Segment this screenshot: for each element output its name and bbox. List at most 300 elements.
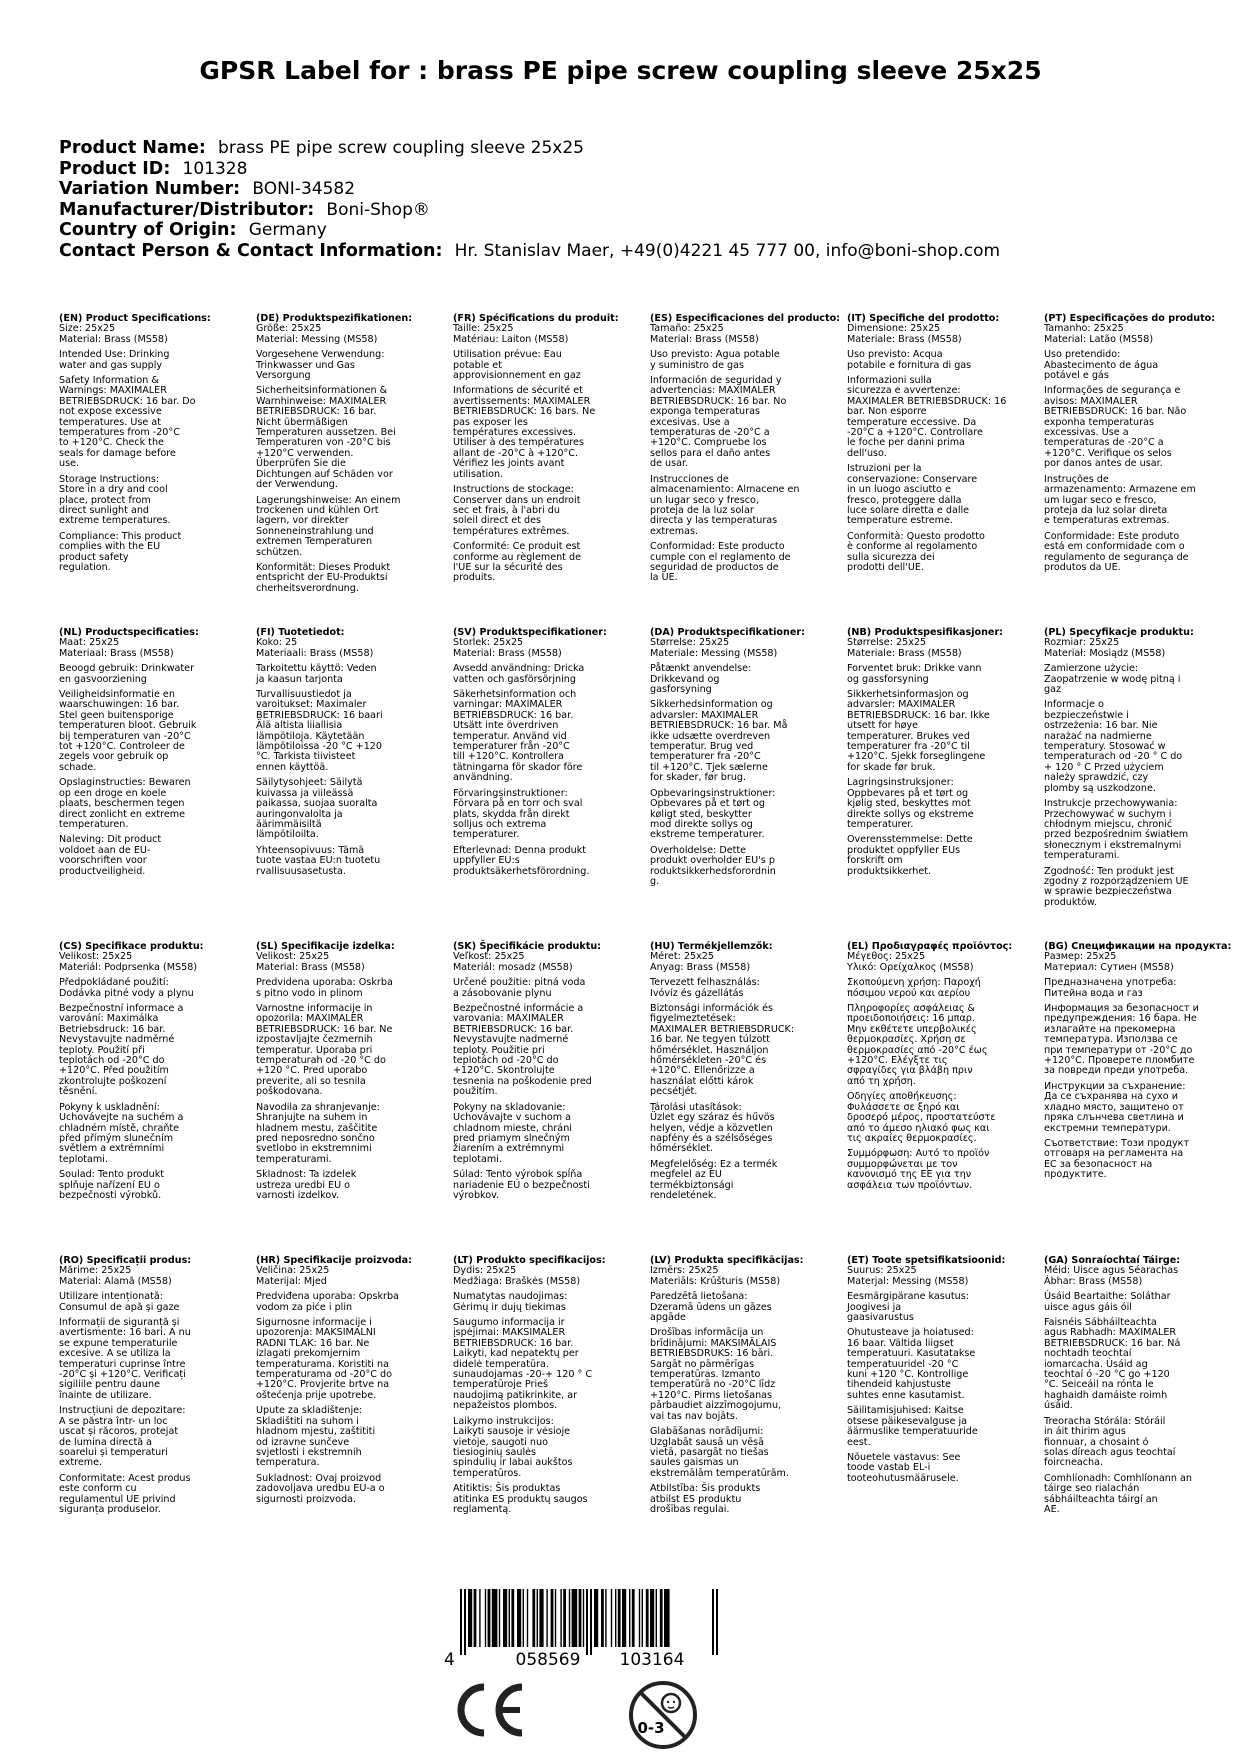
spec-paragraph-line: Glabāšanas norādījumi:: [650, 1426, 764, 1438]
spec-paragraph-line: Conformidad: Este producto: [650, 541, 785, 553]
spec-paragraph-line: Nevystavujte nadměrné: [59, 1034, 175, 1046]
spec-line: Størrelse: 25x25: [847, 637, 927, 649]
spec-paragraph-line: BETRIEBSDRUCK: 16 bar. Ikke: [847, 709, 990, 721]
spec-paragraph-line: těsnění.: [59, 1086, 98, 1098]
spec-paragraph-line: soleil direct et des: [453, 515, 541, 527]
spec-paragraph-line: Instrucțiuni de depozitare:: [59, 1405, 186, 1417]
spec-paragraph: [59, 835, 245, 877]
spec-paragraph-line: directa y las temperaturas: [650, 515, 778, 527]
spec-paragraph-line: lämpötiloissa -20 °C +120: [256, 741, 383, 753]
spec-line: Материал: Сутиен (MS58): [1044, 961, 1174, 973]
barcode-bar: [629, 1589, 630, 1647]
spec-paragraph-line: Sigurnosne informacije i: [256, 1317, 372, 1329]
spec-paragraph-line: Instrukcje przechowywania:: [1044, 798, 1178, 810]
spec-paragraph-line: MAXIMALER BETRIEBSDRUCK: 16: [847, 395, 1007, 407]
barcode-bar: [646, 1589, 649, 1647]
spec-heading: (LV) Produkta specifikācijas:: [650, 1255, 804, 1266]
spec-paragraph-line: Oppbevares på et tørt og: [847, 787, 969, 799]
spec-paragraph-line: bij temperaturen van -20°C: [59, 730, 191, 742]
variation-value: BONI-34582: [252, 179, 356, 199]
spec-heading: (PL) Specyfikacje produktu:: [1044, 627, 1194, 638]
spec-paragraph-line: termékbiztonsági: [650, 1179, 734, 1191]
spec-paragraph-line: atbilst ES produktu: [650, 1493, 742, 1505]
spec-paragraph-line: in un luogo asciutto e: [847, 484, 951, 496]
spec-paragraph-line: +120°C. Compruebe los: [650, 437, 767, 449]
spec-paragraph: [847, 532, 1033, 574]
spec-paragraph-line: zkontrolujte poškození: [59, 1075, 167, 1087]
spec-heading: (DE) Produktspezifikationen:: [256, 313, 413, 324]
manufacturer-label: Manufacturer/Distributor:: [59, 199, 315, 220]
barcode-bar: [551, 1589, 554, 1647]
spec-paragraph-line: uisce agus gáis óil: [1044, 1301, 1132, 1313]
spec-paragraph: [256, 1292, 442, 1313]
spec-paragraph-line: Shranjujte na suhem in: [256, 1112, 368, 1124]
spec-paragraph-line: ja kaasun tarjonta: [256, 673, 343, 685]
spec-paragraph-line: hladnom mjestu, zaštititi: [256, 1426, 376, 1438]
spec-paragraph-line: hőmérsékleten -20°C és: [650, 1055, 767, 1067]
barcode-group-right: 103164: [619, 1650, 685, 1669]
spec-paragraph: [59, 1170, 245, 1201]
spec-paragraph-line: teplotami.: [453, 1153, 502, 1165]
spec-paragraph-line: lämpötiloilta.: [256, 829, 319, 841]
spec-paragraph-line: excesive. A se utiliza la: [59, 1348, 171, 1360]
spec-paragraph-line: δροσερό μέρος, προστατεύστε: [847, 1112, 996, 1124]
spec-paragraph-line: +120°C verwenden.: [256, 447, 354, 459]
barcode-bar: [650, 1589, 654, 1647]
spec-paragraph-line: θερμοκρασίες από -20°C έως: [847, 1044, 988, 1056]
spec-paragraph-line: BETRIEBSDRUCK: 16 bar.: [453, 1337, 574, 1349]
spec-paragraph: [847, 690, 1033, 773]
spec-line: Tamanho: 25x25: [1044, 323, 1124, 335]
spec-paragraph-line: regulamentul UE privind: [59, 1493, 176, 1505]
spec-paragraph-line: schützen.: [256, 546, 303, 558]
spec-paragraph-line: extremen Temperaturen: [256, 536, 373, 548]
spec-paragraph-line: Dodávka pitné vody a plynu: [59, 987, 194, 999]
spec-paragraph-line: Zgodność: Ten produkt jest: [1044, 865, 1174, 877]
barcode-bar: [622, 1589, 626, 1647]
spec-paragraph-line: complies with the EU: [59, 541, 161, 553]
spec-paragraph-line: θερμοκρασίες. Χρήση σε: [847, 1034, 966, 1046]
spec-line: Materiaali: Brass (MS58): [256, 647, 374, 659]
spec-paragraph-line: ustreza uredbi EU o: [256, 1179, 351, 1191]
spec-paragraph-line: atitinka ES produktų saugos: [453, 1493, 588, 1505]
spec-block: [59, 314, 245, 573]
spec-paragraph-line: temperaturer från -20°C: [453, 741, 570, 753]
spec-paragraph-line: proteja de la luz solar: [650, 504, 754, 516]
spec-paragraph-line: Stel geen buitensporige: [59, 709, 174, 721]
spec-paragraph-line: Pokyny na skladovanie:: [453, 1101, 566, 1113]
spec-paragraph-line: Atitiktis: Šis produktas: [453, 1483, 561, 1495]
spec-paragraph-line: place, protect from: [59, 494, 151, 506]
spec-paragraph-line: Предназначена употреба:: [1044, 977, 1177, 989]
spec-paragraph-line: Üzlet egy száraz és hűvös: [650, 1112, 775, 1124]
spec-paragraph-line: poškodovana.: [256, 1086, 323, 1098]
spec-paragraph: [1044, 532, 1230, 574]
spec-paragraph-line: napfény és a szélsőséges: [650, 1132, 773, 1144]
product-id-value: 101328: [182, 158, 248, 179]
spec-paragraph: [847, 376, 1033, 459]
spec-paragraph: [453, 1318, 639, 1412]
spec-paragraph: [847, 1453, 1033, 1484]
spec-paragraph-line: Uzglabāt sausā un vēsā: [650, 1436, 765, 1448]
spec-paragraph-line: Skladnost: Ta izdelek: [256, 1169, 357, 1181]
spec-paragraph-line: varování: Maximálka: [59, 1013, 159, 1025]
spec-paragraph-line: Opbevaringsinstruktioner:: [650, 787, 776, 799]
spec-paragraph: [453, 1103, 639, 1165]
spec-paragraph: [59, 1004, 245, 1098]
barcode-bar: [527, 1589, 528, 1647]
spec-paragraph-line: Conformitate: Acest produs: [59, 1472, 191, 1484]
spec-line: Suurus: 25x25: [847, 1265, 917, 1277]
spec-line: Materiale: Brass (MS58): [847, 647, 962, 659]
spec-line: Dimensione: 25x25: [847, 323, 941, 335]
spec-heading: (FI) Tuotetiedot:: [256, 627, 345, 638]
spec-paragraph-line: direkte sollys og ekstreme: [847, 808, 974, 820]
spec-paragraph-line: Uso pretendido:: [1044, 349, 1121, 361]
spec-paragraph: [650, 1484, 836, 1515]
spec-block: [256, 1256, 442, 1505]
spec-paragraph-line: Vérifiez les joints avant: [453, 458, 565, 470]
product-name-value: brass PE pipe screw coupling sleeve 25x25: [218, 138, 584, 158]
spec-paragraph: [453, 846, 639, 877]
spec-paragraph-line: cherheitsverordnung.: [256, 582, 359, 594]
spec-paragraph-line: almacenamiento: Almacene en: [650, 484, 800, 496]
contact-row: [59, 241, 1000, 262]
spec-paragraph-line: tiesioginių saulės: [453, 1446, 537, 1458]
spec-paragraph: [256, 1004, 442, 1098]
spec-paragraph-line: direct zonlicht en extreme: [59, 808, 186, 820]
spec-paragraph-line: temperatūrā no -20°C līdz: [650, 1379, 776, 1391]
barcode-bar: [639, 1589, 640, 1647]
spec-block: [650, 313, 841, 584]
spec-paragraph-line: exponga temperaturas: [650, 406, 760, 418]
spec-paragraph-line: Predvidena uporaba: Oskrba: [256, 977, 393, 989]
spec-paragraph-line: solljus och extrema: [453, 818, 547, 830]
barcode-bar: [523, 1589, 524, 1647]
spec-block: [1044, 314, 1230, 573]
barcode-bar: [492, 1589, 498, 1647]
spec-paragraph-line: Überprüfen Sie die: [256, 458, 346, 470]
spec-paragraph-line: potabile e fornitura di gas: [847, 359, 972, 371]
spec-paragraph: [59, 1292, 245, 1313]
spec-paragraph-line: til +120°C. Tjek sælerne: [650, 761, 768, 773]
spec-paragraph-line: exponha temperaturas: [1044, 416, 1154, 428]
spec-line: Materiaal: Brass (MS58): [59, 647, 174, 659]
spec-paragraph-line: fresco, proteggere dalla: [847, 494, 962, 506]
spec-line: Υλικό: Ορείχαλκος (MS58): [847, 961, 974, 973]
spec-line: Koko: 25: [256, 637, 298, 649]
spec-paragraph: [453, 386, 639, 480]
spec-paragraph-line: temperatūras. Izmanto: [650, 1369, 761, 1381]
page-title: GPSR Label for : brass PE pipe screw coupling sleeve 25x25: [199, 56, 1042, 85]
spec-paragraph-line: προειδοποιήσεις: 16 μπαρ.: [847, 1013, 975, 1025]
spec-line: Medžiaga: Braškės (MS58): [453, 1275, 581, 1287]
spec-paragraph-line: temperaturer.: [453, 829, 520, 841]
spec-paragraph-line: sellos para el daño antes: [650, 447, 771, 459]
spec-paragraph: [847, 1092, 1033, 1144]
spec-paragraph-line: produtos da UE.: [1044, 561, 1121, 573]
spec-paragraph-line: Intended Use: Drinking: [59, 349, 170, 361]
spec-block: [847, 314, 1033, 573]
spec-paragraph-line: svetlobo in ekstremnimi: [256, 1143, 372, 1155]
spec-line: Storlek: 25x25: [453, 637, 524, 649]
spec-paragraph-line: należy sprawdzić, czy: [1044, 772, 1149, 784]
spec-line: Ábhar: Brass (MS58): [1044, 1275, 1143, 1287]
spec-block: [453, 942, 639, 1201]
spec-paragraph: [1044, 386, 1230, 469]
spec-paragraph: [256, 1406, 442, 1468]
spec-paragraph-line: nepažeistos plombos.: [453, 1400, 558, 1412]
spec-paragraph-line: gasforsyning: [650, 684, 712, 696]
barcode-bar: [594, 1589, 598, 1647]
spec-paragraph-line: Informacje o: [1044, 699, 1104, 711]
spec-paragraph-line: der Verwendung.: [256, 479, 338, 491]
spec-paragraph-line: Uchovávejte na suchém a: [59, 1112, 184, 1124]
spec-paragraph-line: Opslaginstructies: Bewaren: [59, 777, 191, 789]
spec-paragraph-line: vietā, pasargāt no tiešas: [650, 1446, 769, 1458]
spec-paragraph-line: rendeletének.: [650, 1189, 717, 1201]
spec-paragraph-line: Nevystavujte nadmerné: [453, 1034, 569, 1046]
spec-paragraph-line: vietoje, saugoti nuo: [453, 1436, 548, 1448]
spec-paragraph-line: Paredzētā lietošana:: [650, 1291, 748, 1303]
spec-paragraph: [847, 1149, 1033, 1191]
spec-paragraph-line: °C. Seiceáil na rónta le: [1044, 1379, 1154, 1391]
spec-line: Velikost: 25x25: [59, 951, 133, 963]
spec-heading: (CS) Specifikace produktu:: [59, 941, 204, 952]
spec-paragraph-line: avisos: MAXIMALER: [1044, 395, 1138, 407]
spec-paragraph-line: temperaturer. Brukes ved: [847, 730, 970, 742]
spec-paragraph-line: temperaturama od -20°C do: [256, 1369, 392, 1381]
spec-paragraph-line: Информация за безопасност и: [1044, 1003, 1199, 1015]
spec-paragraph-line: Megfelelőség: Ez a termék: [650, 1158, 778, 1170]
spec-paragraph: [847, 464, 1033, 526]
spec-paragraph: [847, 978, 1033, 999]
spec-paragraph-line: Μην εκθέτετε υπερβολικές: [847, 1023, 977, 1035]
spec-paragraph-line: ασφάλεια των προϊόντων.: [847, 1179, 973, 1191]
spec-paragraph-line: temperaturami.: [256, 1153, 332, 1165]
spec-paragraph-line: spindulių ir labai aukštos: [453, 1457, 573, 1469]
spec-heading: (LT) Produkto specifikacijos:: [453, 1255, 606, 1266]
spec-block: [256, 942, 442, 1201]
spec-paragraph: [650, 1427, 836, 1479]
spec-paragraph-line: Upute za skladištenje:: [256, 1405, 363, 1417]
spec-block: [847, 628, 1033, 877]
spec-paragraph-line: water and gas supply: [59, 359, 163, 371]
spec-paragraph-line: y suministro de gas: [650, 359, 744, 371]
spec-paragraph: [453, 1292, 639, 1313]
spec-paragraph: [650, 1292, 836, 1323]
spec-heading: (SK) Špecifikácie produktu:: [453, 941, 602, 952]
spec-paragraph: [650, 789, 836, 841]
spec-paragraph: [256, 1318, 442, 1401]
spec-heading: (EL) Προδιαγραφές προϊόντος:: [847, 941, 1013, 952]
spec-paragraph-line: Predviđena uporaba: Opskrba: [256, 1291, 399, 1303]
spec-paragraph-line: saules gaismas un: [650, 1457, 739, 1469]
spec-paragraph: [256, 778, 442, 840]
spec-paragraph-line: Laikymo instrukcijos:: [453, 1415, 554, 1427]
spec-paragraph: [453, 350, 639, 381]
origin-value: Germany: [248, 220, 327, 240]
spec-paragraph-line: chłodnym miejscu, chronić: [1044, 818, 1173, 830]
spec-paragraph-line: op een droge en koele: [59, 787, 167, 799]
spec-paragraph-line: seguridad de productos de: [650, 561, 779, 573]
spec-paragraph-line: le foche per danni prima: [847, 437, 965, 449]
spec-paragraph-line: brīdinājumi: MAKSIMĀLAIS: [650, 1337, 777, 1349]
spec-paragraph-line: Informații de siguranță și: [59, 1317, 180, 1329]
barcode-bar: [503, 1589, 507, 1647]
spec-paragraph-line: s pitno vodo in plinom: [256, 987, 363, 999]
spec-paragraph: [59, 778, 245, 830]
spec-paragraph-line: Comhlíonadh: Comhlíonann an: [1044, 1472, 1192, 1484]
spec-paragraph-line: Forventet bruk: Drikke vann: [847, 663, 982, 675]
spec-paragraph-line: till +120°C. Kontrollera: [453, 751, 564, 763]
spec-line: Taille: 25x25: [453, 323, 514, 335]
spec-paragraph-line: Sikkerhetsinformasjon og: [847, 689, 969, 701]
spec-paragraph-line: Conformidade: Este produto: [1044, 530, 1180, 542]
spec-paragraph-line: Sikkerhedsinformation og: [650, 699, 773, 711]
spec-line: Dydis: 25x25: [453, 1265, 517, 1277]
spec-paragraph-line: продуктите.: [1044, 1169, 1107, 1181]
spec-paragraph-line: Съответствие: Този продукт: [1044, 1137, 1190, 1149]
spec-paragraph-line: e temperaturas extremas.: [1044, 515, 1170, 527]
spec-paragraph-line: auringonvalolta ja: [256, 808, 343, 820]
product-name-label: Product Name:: [59, 138, 206, 158]
spec-paragraph-line: Питейна вода и газ: [1044, 987, 1143, 999]
barcode-bar: [479, 1589, 480, 1647]
spec-line: Material: Alamă (MS58): [59, 1275, 172, 1287]
spec-paragraph: [453, 1417, 639, 1479]
spec-paragraph: [847, 1406, 1033, 1448]
spec-heading: (SV) Produktspecifikationer:: [453, 627, 607, 638]
spec-paragraph-line: Tervezett felhasználás:: [650, 977, 760, 989]
spec-paragraph-line: Συμμόρφωση: Αυτό το προϊόν: [847, 1148, 990, 1160]
spec-paragraph-line: didelė temperatūra.: [453, 1358, 549, 1370]
spec-paragraph-line: Informazioni sulla: [847, 375, 932, 387]
barcode-bar: [517, 1589, 521, 1647]
spec-paragraph: [453, 1170, 639, 1201]
spec-paragraph-line: sigurnosti proizvoda.: [256, 1493, 356, 1505]
spec-paragraph-line: Beoogd gebruik: Drinkwater: [59, 663, 195, 675]
origin-label: Country of Origin:: [59, 220, 237, 240]
spec-paragraph-line: Abastecimento de água: [1044, 359, 1159, 371]
spec-paragraph-line: lämpötiloja. Käytetään: [256, 730, 365, 742]
spec-paragraph-line: Ivóvíz és gázellátás: [650, 987, 744, 999]
spec-paragraph-line: Istruzioni per la: [847, 463, 922, 475]
spec-paragraph-line: Sicherheitsinformationen &: [256, 385, 388, 397]
age-range-label: 0-3: [637, 1719, 665, 1737]
spec-paragraph: [847, 1292, 1033, 1323]
spec-paragraph-line: conforme au règlement de: [453, 551, 581, 563]
spec-paragraph: [59, 978, 245, 999]
spec-line: Размер: 25x25: [1044, 951, 1117, 963]
spec-paragraph-line: BETRIEBSDRUCK: 16 bar.: [453, 1023, 574, 1035]
barcode-bar: [539, 1589, 543, 1647]
spec-paragraph-line: de lumina directă a: [59, 1436, 153, 1448]
spec-line: Velikost: 25x25: [256, 951, 330, 963]
spec-paragraph-line: temperature estreme.: [847, 515, 953, 527]
spec-paragraph-line: vodom za piće i plin: [256, 1301, 353, 1313]
spec-paragraph-line: temperaturama. Koristiti na: [256, 1358, 389, 1370]
ean13-barcode-icon: [440, 1589, 750, 1669]
spec-paragraph-line: produktsikkerhet.: [847, 865, 932, 877]
barcode-bar: [605, 1589, 606, 1647]
spec-paragraph-line: agus Rabhadh: MAXIMALER: [1044, 1327, 1177, 1339]
ce-mark-icon: [452, 1683, 528, 1737]
spec-paragraph-line: soarelui și temperaturi: [59, 1446, 168, 1458]
spec-paragraph-line: kuni +120 °C. Kontrollige: [847, 1369, 969, 1381]
spec-paragraph-line: produktów.: [1044, 896, 1098, 908]
spec-paragraph: [59, 1318, 245, 1401]
spec-paragraph-line: produktet oppfyller EUs: [847, 844, 961, 856]
spec-paragraph: [847, 835, 1033, 877]
spec-paragraph-line: kuivassa ja viileässä: [256, 787, 354, 799]
spec-paragraph: [59, 475, 245, 527]
spec-paragraph-line: temperatury. Stosować w: [1044, 741, 1166, 753]
spec-paragraph-line: teplotách od -20°C do: [453, 1055, 559, 1067]
spec-paragraph-line: Да се съхранява на сухо и: [1044, 1091, 1178, 1103]
spec-paragraph-line: tätningarna för skador före: [453, 761, 583, 773]
barcode-bar: [569, 1589, 570, 1647]
spec-line: Materiál: Podprsenka (MS58): [59, 961, 198, 973]
spec-paragraph-line: +120 °C. Pred uporabo: [256, 1065, 368, 1077]
spec-paragraph-line: suhtes enne kasutamist.: [847, 1389, 965, 1401]
spec-paragraph-line: BETRIEBSDRUCK: 16 bar. Não: [1044, 406, 1187, 418]
spec-paragraph: [1044, 1139, 1230, 1181]
spec-paragraph: [650, 664, 836, 695]
spec-line: Material: Brass (MS58): [256, 961, 365, 973]
spec-line: Méret: 25x25: [650, 951, 714, 963]
spec-paragraph-line: temperaturas de -20°C a: [1044, 437, 1164, 449]
spec-paragraph-line: advarsler: MAXIMALER: [847, 699, 956, 711]
spec-paragraph: [453, 978, 639, 999]
spec-paragraph-line: przed bezpośrednim światłem: [1044, 829, 1189, 841]
spec-heading: (ET) Toote spetsifikatsioonid:: [847, 1255, 1006, 1266]
spec-paragraph: [453, 485, 639, 537]
spec-paragraph-line: Πληροφορίες ασφάλειας &: [847, 1003, 975, 1015]
spec-paragraph-line: Avsedd användning: Dricka: [453, 663, 585, 675]
spec-paragraph-line: tooteohutusmäärusele.: [847, 1472, 959, 1484]
spec-paragraph: [453, 690, 639, 784]
spec-paragraph-line: Gėrimų ir dujų tiekimas: [453, 1301, 566, 1313]
spec-block: [453, 628, 639, 877]
spec-paragraph-line: en gasvoorziening: [59, 673, 147, 685]
spec-paragraph-line: por danos antes de usar.: [1044, 458, 1163, 470]
spec-paragraph-line: températures extrêmes.: [453, 525, 570, 537]
spec-paragraph: [453, 1484, 639, 1515]
spec-paragraph-line: temperaturen bloot. Gebruik: [59, 720, 197, 732]
spec-paragraph-line: Lagringsinstruksjoner:: [847, 777, 954, 789]
spec-paragraph-line: siguranța produselor.: [59, 1503, 161, 1515]
spec-paragraph-line: Safety Information &: [59, 375, 159, 387]
spec-paragraph-line: Przechowywać w suchym i: [1044, 808, 1172, 820]
spec-paragraph-line: extreme temperatures.: [59, 515, 171, 527]
spec-paragraph-line: słonecznym i ekstremalnymi: [1044, 839, 1182, 851]
spec-paragraph-line: Versorgung: [256, 370, 311, 382]
spec-paragraph-line: l'UE sur la sécurité des: [453, 561, 563, 573]
barcode-guard-bar: [590, 1589, 592, 1655]
spec-paragraph-line: varnosti izdelkov.: [256, 1189, 340, 1201]
spec-paragraph-line: Určené použitie: pitná voda: [453, 977, 586, 989]
spec-paragraph: [1044, 700, 1230, 794]
spec-paragraph-line: BETRIEBSDRUCK: 16 bar. Do: [59, 395, 196, 407]
spec-paragraph-line: användning.: [453, 772, 513, 784]
spec-paragraph: [1044, 1474, 1230, 1516]
manufacturer-row: [59, 200, 1000, 221]
spec-paragraph-line: Uso previsto: Agua potable: [650, 349, 780, 361]
spec-paragraph: [256, 350, 442, 381]
spec-paragraph-line: preverite, ali so tesnila: [256, 1075, 366, 1087]
spec-paragraph-line: σφραγίδες για βλάβη πριν: [847, 1065, 973, 1077]
